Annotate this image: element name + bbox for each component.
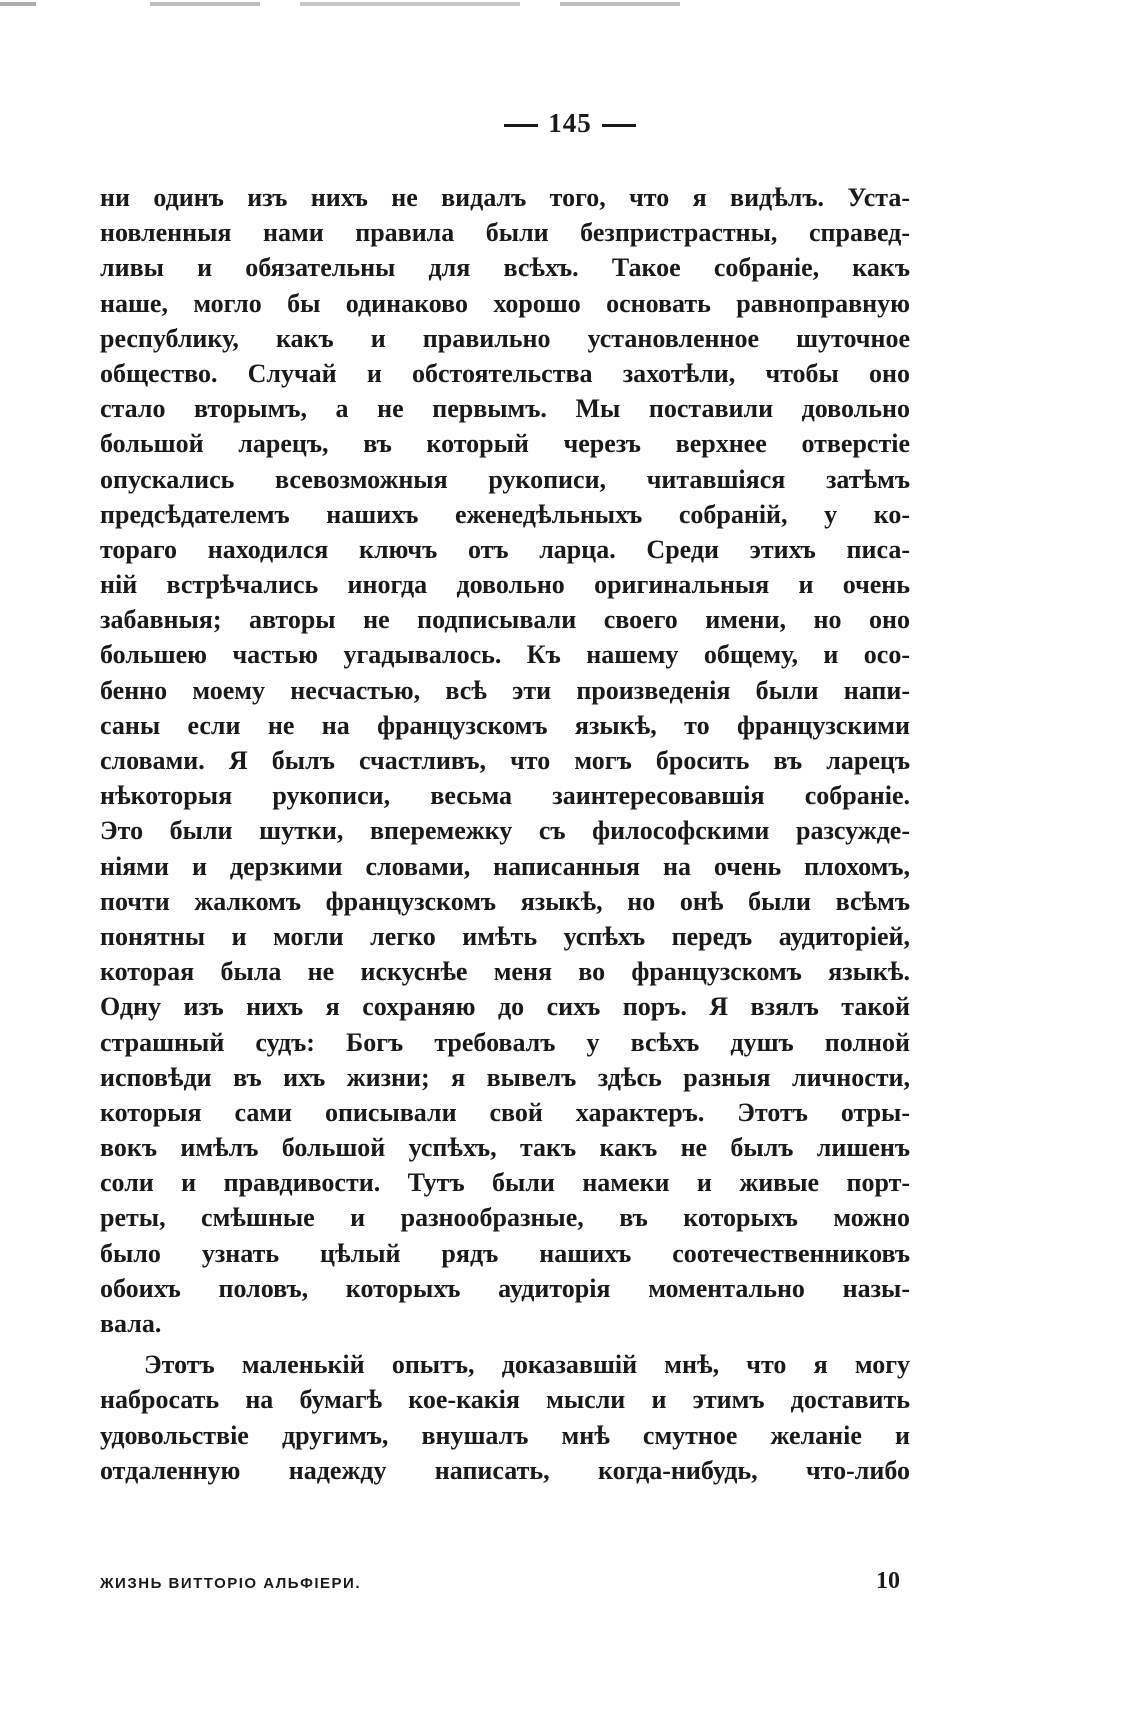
text-line: Одну изъ нихъ я сохраняю до сихъ поръ. Я взялъ такой (100, 992, 910, 1022)
text-line: большею частью угадывалось. Къ нашему общему, и осо- (100, 640, 910, 670)
text-line: почти жалкомъ французскомъ языкѣ, но онѣ были всѣмъ (100, 886, 910, 916)
text-line: ни одинъ изъ нихъ не видалъ того, что я видѣлъ. Уста- (100, 183, 910, 212)
text-line: большой ларецъ, въ который черезъ верхнее отверстіе (100, 429, 910, 459)
text-line: отдаленную надежду написать, когда-нибудь, что-либо (100, 1455, 910, 1485)
text-line: стало вторымъ, а не первымъ. Мы поставили довольно (100, 394, 910, 424)
text-line: которая была не искуснѣе меня во французскомъ языкѣ. (100, 957, 910, 987)
signature-mark: 10 (876, 1568, 900, 1594)
text-line: тораго находился ключъ отъ ларца. Среди этихъ писа- (100, 534, 910, 564)
text-line: словами. Я былъ счастливъ, что могъ бросить въ ларецъ (100, 746, 910, 775)
text-line: удовольствіе другимъ, внушалъ мнѣ смутное желаніе и (100, 1420, 910, 1450)
paragraph-1 (100, 180, 910, 1341)
text-line: страшный судъ: Богъ требовалъ у всѣхъ душъ полной (100, 1027, 910, 1057)
text-line: нѣкоторыя рукописи, весьма заинтересовавшія собраніе. (100, 781, 910, 811)
page-number-header (0, 108, 1140, 139)
text-line: Это были шутки, вперемежку съ философскими разсужде- (100, 816, 910, 846)
text-line: бенно моему несчастью, всѣ эти произведенія были напи- (100, 675, 910, 705)
text-line: саны если не на французскомъ языкѣ, то французскими (100, 710, 910, 740)
scan-edge-artifact (0, 2, 680, 6)
text-line: соли и правдивости. Тутъ были намеки и живые порт- (100, 1168, 910, 1198)
paragraph-2 (100, 1347, 910, 1488)
text-line: исповѣди въ ихъ жизни; я вывелъ здѣсь разныя личности, (100, 1062, 910, 1092)
text-line: забавныя; авторы не подписывали своего имени, но оно (100, 605, 910, 635)
header-dash-left (504, 124, 538, 127)
text-line: наше, могло бы одинаково хорошо основать равноправную (100, 288, 910, 318)
text-line: вокъ имѣлъ большой успѣхъ, такъ какъ не былъ лишенъ (100, 1133, 910, 1163)
text-line: понятны и могли легко имѣть успѣхъ передъ аудиторіей, (100, 921, 910, 951)
body-text (100, 180, 910, 1488)
text-line: ніями и дерзкими словами, написанныя на очень плохомъ, (100, 851, 910, 881)
text-line: ній встрѣчались иногда довольно оригинальныя и очень (100, 570, 910, 600)
page-number: 145 (548, 108, 592, 138)
text-line: новленныя нами правила были безпристрастны, справед- (100, 218, 910, 248)
text-line: республику, какъ и правильно установленное шуточное (100, 323, 910, 353)
header-dash-right (602, 124, 636, 127)
text-line: опускались всевозможныя рукописи, читавшіяся затѣмъ (100, 464, 910, 494)
text-line: которыя сами описывали свой характеръ. Этотъ отры- (100, 1097, 910, 1127)
text-line: реты, смѣшные и разнообразные, въ которыхъ можно (100, 1203, 910, 1233)
text-line: ливы и обязательны для всѣхъ. Такое собраніе, какъ (100, 253, 910, 283)
text-line: общество. Случай и обстоятельства захотѣли, чтобы оно (100, 358, 910, 388)
text-line: предсѣдателемъ нашихъ еженедѣльныхъ собраній, у ко- (100, 499, 910, 529)
text-line: обоихъ половъ, которыхъ аудиторія моментально назы- (100, 1273, 910, 1303)
text-line: было узнать цѣлый рядъ нашихъ соотечественниковъ (100, 1238, 910, 1268)
running-title: ЖИЗНЬ ВИТТОРІО АЛЬФІЕРИ. (100, 1575, 362, 1592)
text-line: Этотъ маленькій опытъ, доказавшій мнѣ, что я могу (144, 1350, 910, 1380)
text-line: вала. (100, 1309, 162, 1338)
text-line: набросать на бумагѣ кое-какія мысли и этимъ доставить (100, 1385, 910, 1415)
page-footer (100, 1568, 900, 1595)
